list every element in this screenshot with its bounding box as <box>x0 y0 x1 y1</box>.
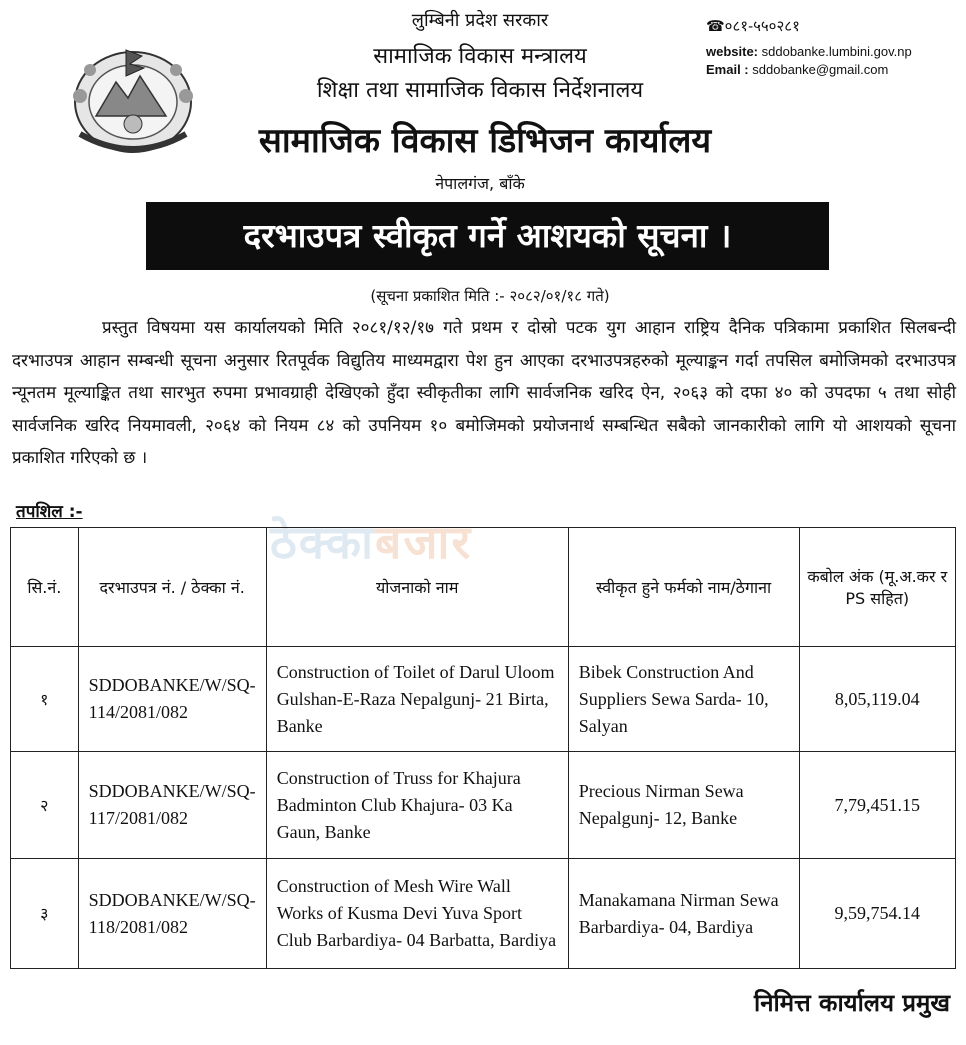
nepal-emblem-icon <box>66 36 200 160</box>
website-label: website: <box>706 44 759 59</box>
row-amount: 8,05,119.04 <box>799 647 956 752</box>
row-firm: Precious Nirman Sewa Nepalgunj- 12, Banke <box>568 752 799 859</box>
table-row <box>11 647 956 752</box>
email-label: Email : <box>706 62 749 77</box>
row-sn: १ <box>11 647 79 752</box>
col-header-bid-no: दरभाउपत्र नं. / ठेक्का नं. <box>78 528 266 647</box>
notice-body: प्रस्तुत विषयमा यस कार्यालयको मिति २०८१/१२/१७ गते प्रथम र दोस्रो पटक युग आहान राष्ट्रिय दैनिक पत्रिकामा प्रकाशित सिलबन्दी दरभाउपत्र आहान सम्बन्धी सूचना अनुसार रितपूर्वक विद्युतिय माध्यमद्वारा पेश हुन आएका दरभाउपत्रहरुको मूल्याङ्कन गर्दा तपसिल बमोजिमको दरभाउपत्र न्यूनतम मूल्याङ्कित तथा सारभुत रुपमा प्रभावग्राही देखिएको हुँदा स्वीकृतीका लागि सार्वजनिक खरिद ऐन, २०६३ को दफा ४० को उपदफा ५ तथा सोही सार्वजनिक खरिद नियमावली, २०६४ को नियम ८४ को उपनियम १० बमोजिमको प्रयोजनार्थ सम्बन्धित सबैको जानकारीको लागि यो आशयको सूचना प्रकाशित गरिएको छ । <box>12 318 956 468</box>
signoff: निमित्त कार्यालय प्रमुख <box>753 989 950 1017</box>
watermark-part2: बजार <box>375 515 473 569</box>
table-row <box>11 752 956 859</box>
col-header-amount: कबोल अंक (मू.अ.कर र PS सहित) <box>799 528 956 647</box>
row-firm: Manakamana Nirman Sewa Barbardiya- 04, Bardiya <box>568 859 799 969</box>
bid-table <box>10 527 956 969</box>
row-project: Construction of Truss for Khajura Badminton Club Khajura- 03 Ka Gaun, Banke <box>266 752 568 859</box>
header-province: लुम्बिनी प्रदेश सरकार <box>411 10 549 31</box>
contact-website <box>706 44 912 59</box>
row-bid-no: SDDOBANKE/W/SQ-117/2081/082 <box>78 752 266 859</box>
header-directorate: शिक्षा तथा सामाजिक विकास निर्देशनालय <box>316 78 644 103</box>
col-header-firm: स्वीकृत हुने फर्मको नाम/ठेगाना <box>568 528 799 647</box>
row-amount: 7,79,451.15 <box>799 752 956 859</box>
row-sn: २ <box>11 752 79 859</box>
row-amount: 9,59,754.14 <box>799 859 956 969</box>
table-row <box>11 859 956 969</box>
row-sn: ३ <box>11 859 79 969</box>
details-heading: तपशिल :- <box>16 502 83 522</box>
notice-title: दरभाउपत्र स्वीकृत गर्ने आशयको सूचना । <box>146 202 829 270</box>
row-project: Construction of Mesh Wire Wall Works of Kusma Devi Yuva Sport Club Barbardiya- 04 Barbatta, Bardiya <box>266 859 568 969</box>
published-date: (सूचना प्रकाशित मिति :- २०८२/०१/१८ गते) <box>370 287 610 305</box>
col-header-project: योजनाको नाम <box>266 528 568 647</box>
email-link[interactable]: sddobanke@gmail.com <box>752 62 889 77</box>
contact-email <box>706 62 888 77</box>
row-bid-no: SDDOBANKE/W/SQ-118/2081/082 <box>78 859 266 969</box>
row-project: Construction of Toilet of Darul Uloom Gulshan-E-Raza Nepalgunj- 21 Birta, Banke <box>266 647 568 752</box>
office-title: सामाजिक विकास डिभिजन कार्यालय <box>258 121 712 161</box>
col-header-sn: सि.नं. <box>11 528 79 647</box>
office-location: नेपालगंज, बाँके <box>435 174 525 193</box>
watermark-part1: ठेक्का <box>270 515 376 569</box>
website-link[interactable]: sddobanke.lumbini.gov.np <box>761 44 912 59</box>
header-ministry: सामाजिक विकास मन्त्रालय <box>373 44 587 69</box>
table-header-row <box>11 528 956 647</box>
row-firm: Bibek Construction And Suppliers Sewa Sarda- 10, Salyan <box>568 647 799 752</box>
contact-phone: ☎०८१-५५०२८१ <box>706 18 800 35</box>
row-bid-no: SDDOBANKE/W/SQ-114/2081/082 <box>78 647 266 752</box>
